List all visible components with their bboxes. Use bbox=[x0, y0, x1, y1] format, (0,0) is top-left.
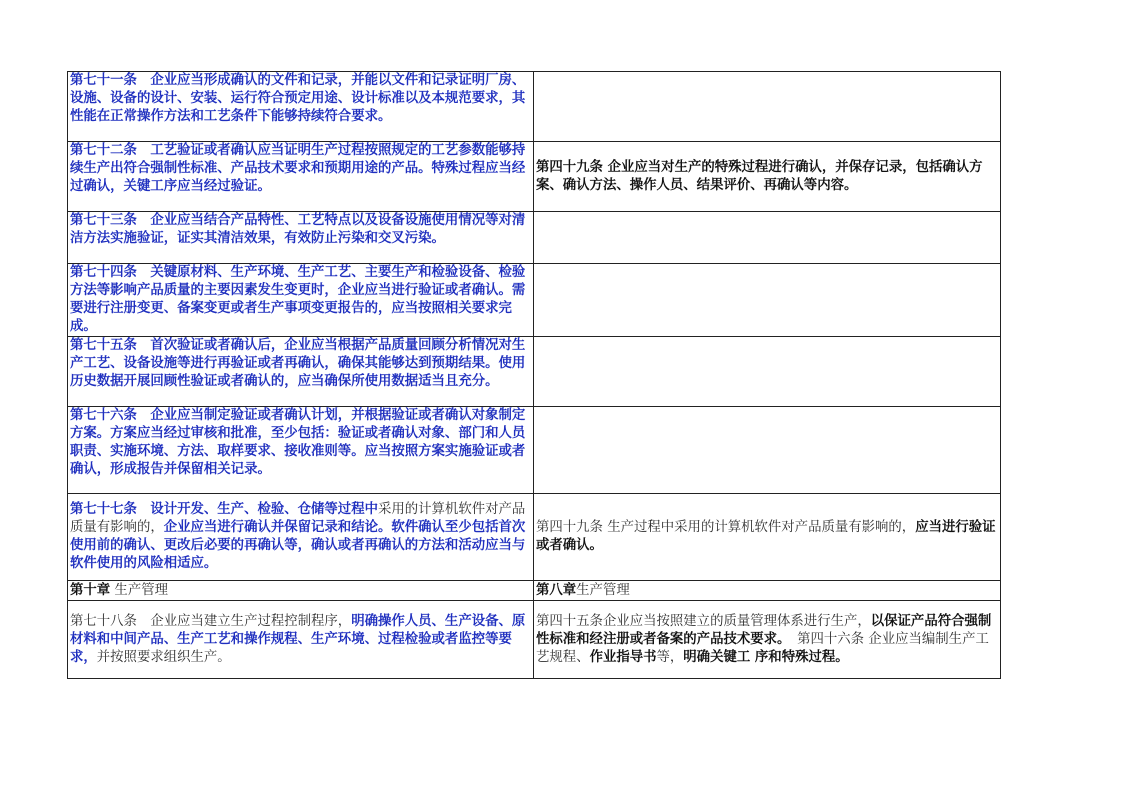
table-row bbox=[68, 337, 1001, 407]
article-49-software-part1: 第四十九条 生产过程中采用的计算机软件对产品质量有影响的， bbox=[536, 520, 916, 535]
article-49-special-process-text: 第四十九条 企业应当对生产的特殊过程进行确认，并保存记录，包括确认方案、确认方法、操作人员、结果评价、再确认等内容。 bbox=[536, 159, 983, 193]
new-regulation-cell[interactable] bbox=[68, 494, 534, 581]
new-regulation-cell[interactable] bbox=[68, 264, 534, 337]
article-72-text: 第七十二条 工艺验证或者确认应当证明生产过程按照规定的工艺参数能够持续生产出符合强制性标准、产品技术要求和预期用途的产品。特殊过程应当经过确认，关键工序应当经过验证。 bbox=[70, 143, 526, 194]
old-regulation-cell[interactable] bbox=[534, 142, 1001, 212]
article-46-text-part1: 第四十六条 企业应当编制生产工艺规程、 bbox=[536, 631, 989, 665]
new-regulation-cell[interactable] bbox=[68, 337, 534, 407]
chapter-8-number: 第八章 bbox=[536, 582, 577, 598]
new-regulation-cell[interactable] bbox=[68, 72, 534, 142]
table-row bbox=[68, 601, 1001, 679]
chapter-heading-cell[interactable] bbox=[534, 581, 1001, 601]
old-regulation-cell[interactable] bbox=[534, 601, 1001, 679]
article-71-text: 第七十一条 企业应当形成确认的文件和记录，并能以文件和记录证明厂房、设施、设备的设计、安装、运行符合预定用途、设计标准以及本规范要求，其性能在正常操作方法和工艺条件下能够持续符合要求。 bbox=[70, 73, 526, 124]
article-73-text: 第七十三条 企业应当结合产品特性、工艺特点以及设备设施使用情况等对清洁方法实施验证，证实其清洁效果，有效防止污染和交叉污染。 bbox=[70, 213, 526, 246]
old-regulation-cell[interactable] bbox=[534, 264, 1001, 337]
new-regulation-cell[interactable] bbox=[68, 407, 534, 494]
article-77-text-part1: 第七十七条 设计开发、生产、检验、仓储等过程中 bbox=[70, 502, 378, 517]
article-46-text-part3: 等， bbox=[656, 649, 684, 665]
article-78-text-part3: 并按照要求组织生产。 bbox=[96, 649, 231, 665]
new-regulation-cell[interactable] bbox=[68, 601, 534, 679]
article-78-text-part2: 明确操作人员、生产设备、原材料和中间产品、生产工艺和操作规程、生产环境、过程检验或者监控等要求， bbox=[70, 613, 526, 665]
table-row bbox=[68, 264, 1001, 337]
article-46-text-part2: 作业指导书 bbox=[589, 649, 657, 665]
old-regulation-cell[interactable] bbox=[534, 407, 1001, 494]
chapter-10-number: 第十章 bbox=[70, 582, 111, 598]
article-74-text: 第七十四条 关键原材料、生产环境、生产工艺、主要生产和检验设备、检验方法等影响产品质量的主要因素发生变更时，企业应当进行验证或者确认。需要进行注册变更、备案变更或者生产事项变更报告的，应当按照相关要求完成。 bbox=[70, 265, 526, 334]
article-46-text-part4: 明确关键工 序和特殊过程。 bbox=[683, 649, 849, 665]
table-row bbox=[68, 212, 1001, 264]
article-49-software-part2: 应当进行验证或者确认。 bbox=[536, 520, 996, 553]
article-77-text-part3: 企业应当进行确认并保留记录和结论。软件确认至少包括首次使用前的确认、更改后必要的再确认等，确认或者再确认的方法和活动应当与软件使用的风险相适应。 bbox=[70, 520, 526, 571]
old-regulation-cell[interactable] bbox=[534, 72, 1001, 142]
chapter-10-title: 生产管理 bbox=[110, 582, 168, 598]
old-regulation-cell[interactable] bbox=[534, 494, 1001, 581]
article-45-text-part1: 第四十五条企业应当按照建立的质量管理体系进行生产， bbox=[536, 613, 871, 629]
table-row bbox=[68, 494, 1001, 581]
new-regulation-cell[interactable] bbox=[68, 142, 534, 212]
chapter-8-title: 生产管理 bbox=[576, 582, 630, 598]
table-row bbox=[68, 72, 1001, 142]
old-regulation-cell[interactable] bbox=[534, 337, 1001, 407]
table-row bbox=[68, 407, 1001, 494]
article-78-text-part1: 第七十八条 企业应当建立生产过程控制程序， bbox=[70, 613, 352, 629]
regulation-comparison-table bbox=[67, 71, 1001, 679]
article-76-text: 第七十六条 企业应当制定验证或者确认计划，并根据验证或者确认对象制定方案。方案应当经过审核和批准，至少包括：验证或者确认对象、部门和人员职责、实施环境、方法、取样要求、接收准则等。应当按照方案实施验证或者确认，形成报告并保留相关记录。 bbox=[70, 408, 526, 477]
table-row bbox=[68, 142, 1001, 212]
old-regulation-cell[interactable] bbox=[534, 212, 1001, 264]
article-75-text: 第七十五条 首次验证或者确认后，企业应当根据产品质量回顾分析情况对生产工艺、设备设施等进行再验证或者再确认，确保其能够达到预期结果。使用历史数据开展回顾性验证或者确认的，应当确保所使用数据适当且充分。 bbox=[70, 338, 526, 389]
article-45-text-part2: 以保证产品符合强制性标准和经注册或者备案的产品技术要求。 bbox=[536, 613, 992, 647]
chapter-heading-cell[interactable] bbox=[68, 581, 534, 601]
new-regulation-cell[interactable] bbox=[68, 212, 534, 264]
article-77-text-part2: 采用的计算机软件对产品质量有影响的， bbox=[70, 502, 526, 535]
table-row bbox=[68, 581, 1001, 601]
